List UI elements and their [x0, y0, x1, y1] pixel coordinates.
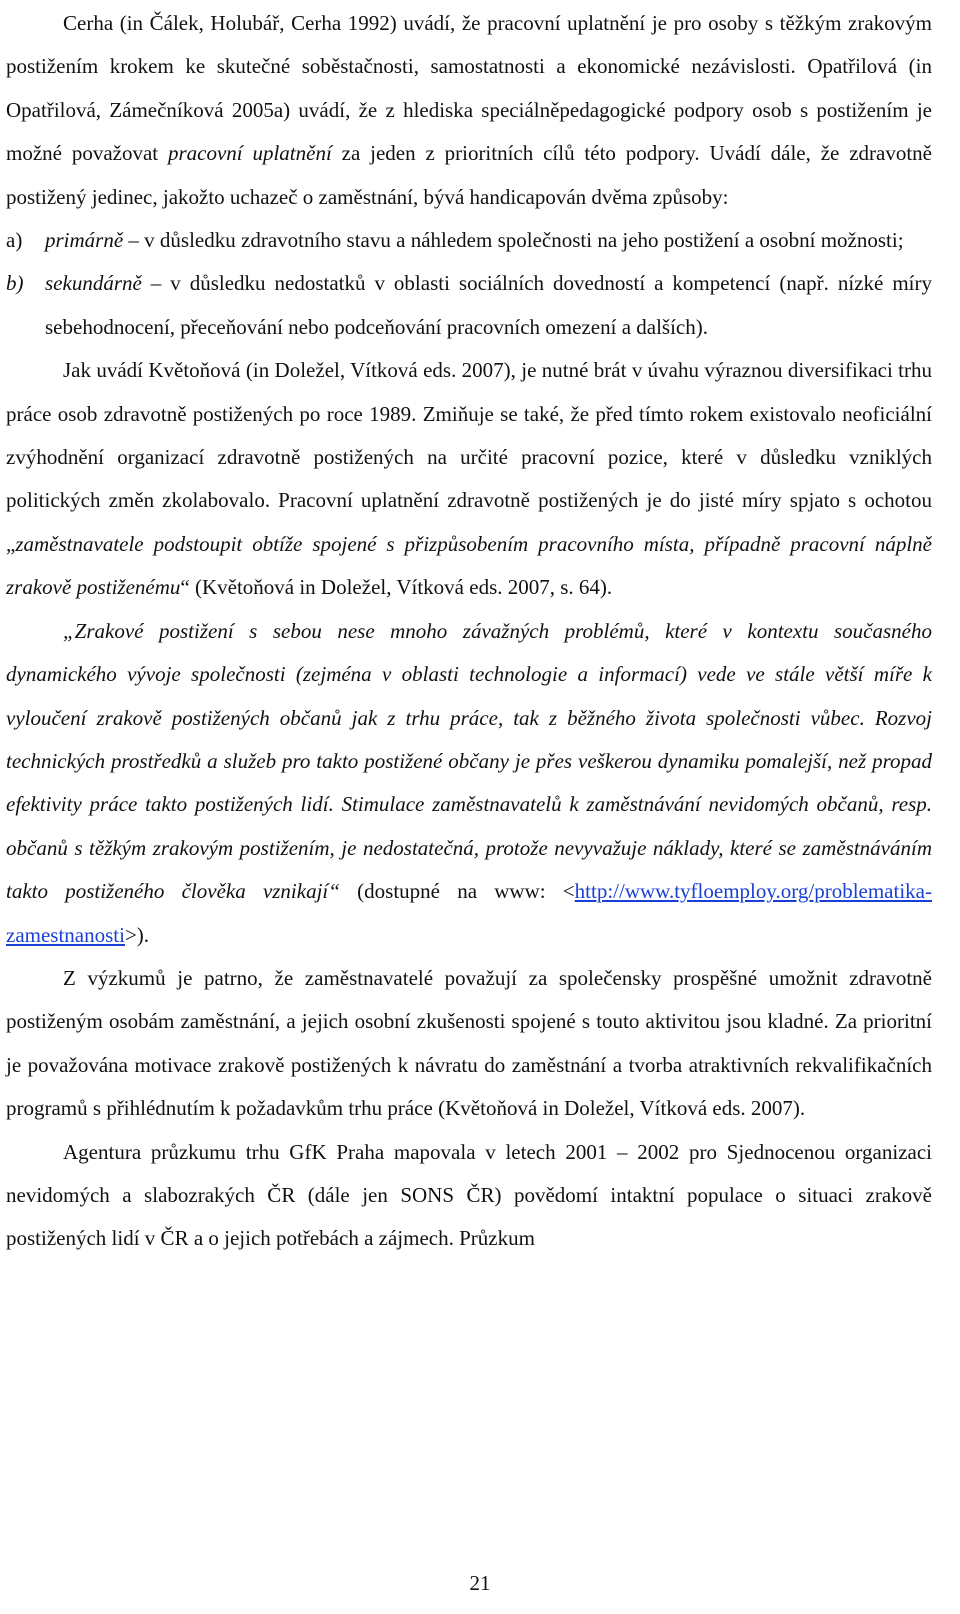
list-item-a-emphasis: primárně: [45, 228, 124, 253]
paragraph-4: [6, 957, 932, 1131]
list-item-a-text: – v důsledku zdravotního stavu a náhledem společnosti na jeho postižení a osobní možnosti;: [123, 228, 904, 253]
paragraph-4-text: Z výzkumů je patrno, že zaměstnavatelé považují za společensky prospěšné umožnit zdravotně postiženým osobám zaměstnání, a jejich osobní zkušenosti spojené s touto aktivitou jsou kladné. Za prioritní je považována motivace zrakově postižených k návratu do zaměstnání a tvorba atraktivních rekvalifikačních programů s přihlédnutím k požadavkům trhu práce (Květoňová in Doležel, Vítková eds. 2007).: [6, 965, 932, 1121]
list-marker-b: b): [6, 271, 24, 296]
paragraph-2-text-b: “ (Květoňová in Doležel, Vítková eds. 2007, s. 64).: [180, 575, 613, 600]
paragraph-2-quote: zaměstnavatele podstoupit obtíže spojené s přizpůsobením pracovního místa, případně pracovní náplně zrakově postiženému: [6, 531, 932, 600]
source-link[interactable]: http://www.tyfloemploy.org/problematika-zamestnanosti: [6, 879, 932, 947]
paragraph-3-text-b: >).: [124, 922, 150, 947]
paragraph-5-text: Agentura průzkumu trhu GfK Praha mapovala v letech 2001 – 2002 pro Sjednocenou organizaci nevidomých a slabozrakých ČR (dále jen SONS ČR) povědomí intaktní populace o situaci zrakově postižených lidí v ČR a o jejich potřebách a zájmech. Průzkum: [6, 1139, 932, 1251]
list-marker-a: a): [6, 228, 23, 253]
page-number: 21: [469, 1571, 491, 1595]
paragraph-1-text-a: Cerha (in Čálek, Holubář, Cerha 1992) uvádí, že pracovní uplatnění je pro osoby s těžkým zrakovým postižením krokem ke skutečné soběstačnosti, samostatnosti a ekonomické nezávislosti. Opatřilová (in Opatřilová, Zámečníková 2005a) uvádí, že z hlediska speciálněpedagogické podpory osob s postižením je možné považovat: [6, 11, 932, 166]
paragraph-2: [6, 349, 932, 609]
paragraph-1-emphasis: pracovní uplatnění: [167, 141, 332, 166]
paragraph-5: [6, 1131, 932, 1261]
document-page: [6, 2, 932, 1261]
list-item-b: [6, 262, 932, 349]
paragraph-3-quote: „Zrakové postižení s sebou nese mnoho závažných problémů, které v kontextu současného dynamického vývoje společnosti (zejména v oblasti technologie a informací) vede ve stále větší míře k vyloučení zrakově postižených občanů jak z trhu práce, tak z běžného života společnosti vůbec. Rozvoj technických prostředků a služeb pro takto postižené občany je přes veškerou dynamiku pomalejší, než propad efektivity práce takto postižených lidí. Stimulace zaměstnavatelů k zaměstnávání nevidomých občanů, resp. občanů s těžkým zrakovým postižením, je nedostatečná, protože nevyvažuje náklady, které se zaměstnáváním takto postiženého člověka vznikají“: [6, 618, 932, 904]
list-item-b-emphasis: sekundárně: [45, 271, 142, 296]
list-item-a: [6, 219, 932, 262]
list-item-b-text: – v důsledku nedostatků v oblasti sociálních dovedností a kompetencí (např. nízké míry sebehodnocení, přeceňování nebo podceňování pracovních omezení a dalších).: [45, 271, 932, 339]
paragraph-3: [6, 610, 932, 957]
paragraph-1-text-b: za jeden z prioritních cílů této podpory. Uvádí dále, že zdravotně postižený jedinec, jakožto uchazeč o zaměstnání, bývá handicapován dvěma způsoby:: [6, 141, 932, 209]
paragraph-2-text-a: Jak uvádí Květoňová (in Doležel, Vítková eds. 2007), je nutné brát v úvahu výraznou diversifikaci trhu práce osob zdravotně postižených po roce 1989. Zmiňuje se také, že před tímto rokem existovalo neoficiální zvýhodnění organizací zdravotně postižených na určité pracovní pozice, které v důsledku vzniklých politických změn zkolabovalo. Pracovní uplatnění zdravotně postižených je do jisté míry spjato s ochotou „: [6, 358, 932, 556]
paragraph-1: [6, 2, 932, 219]
paragraph-3-text-a: (dostupné na www: <: [339, 879, 575, 904]
